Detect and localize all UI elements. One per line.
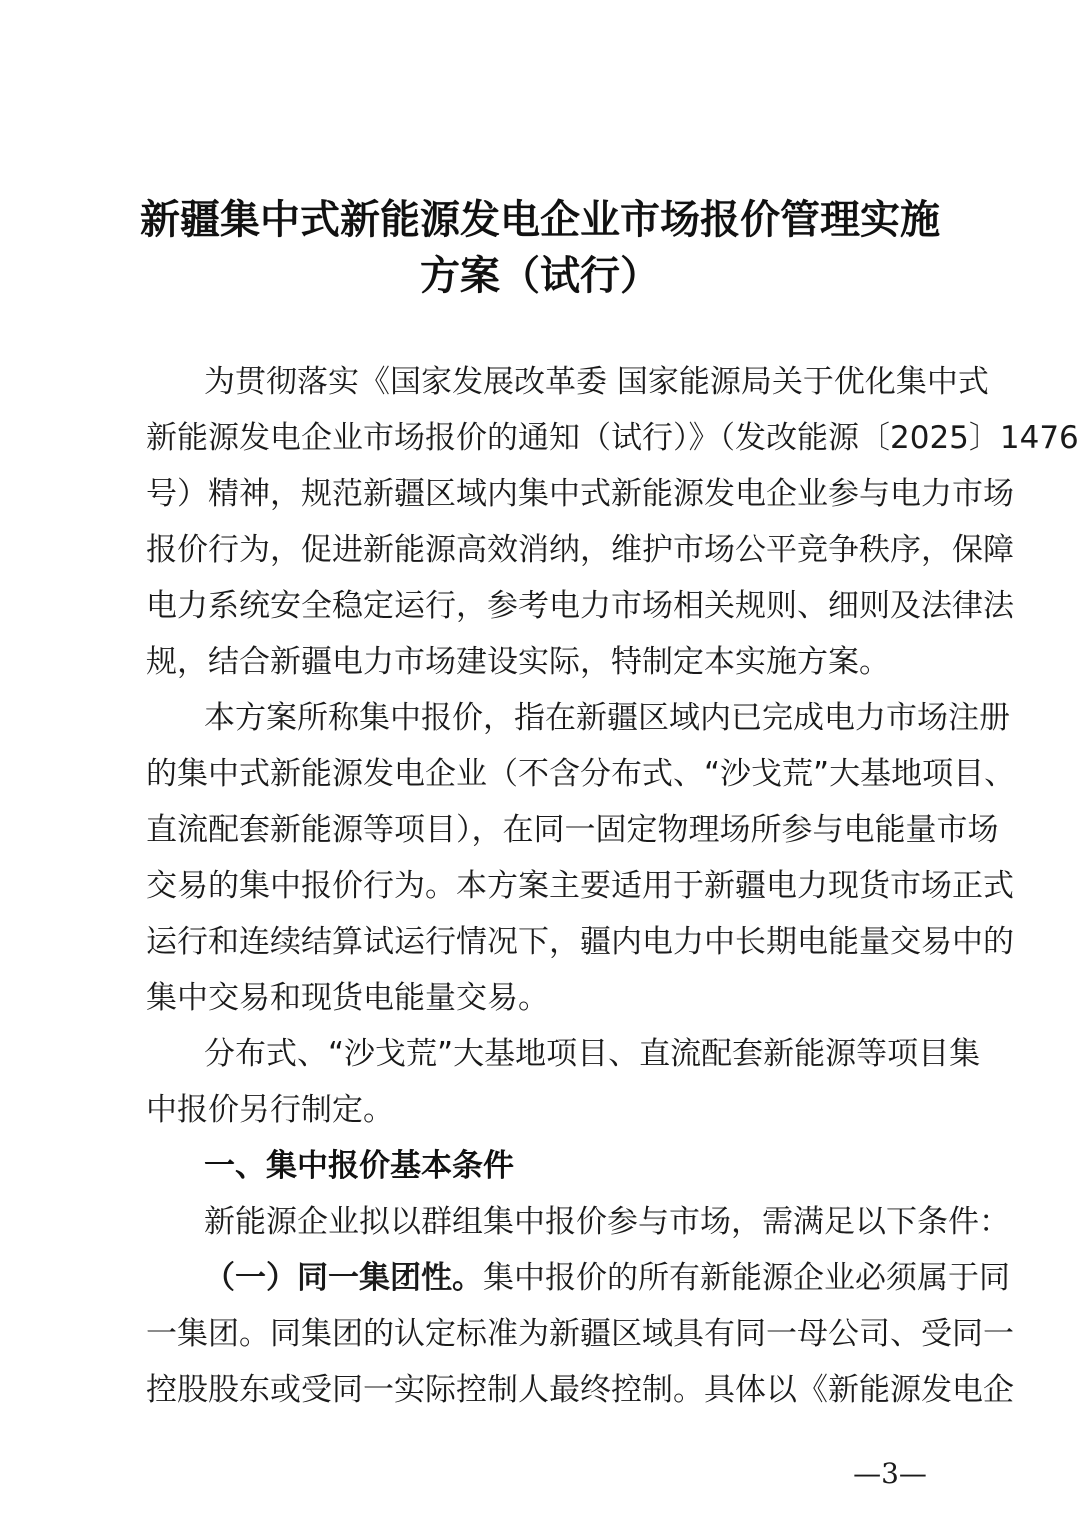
paragraph-3-line-2: 中报价另行制定。 (146, 1092, 394, 1128)
paragraph-5-line-2: 一集团。同集团的认定标准为新疆区域具有同一母公司、受同一 (146, 1316, 1014, 1352)
paragraph-5-line-1 (204, 1258, 1010, 1298)
paragraph-2-line-5: 运行和连续结算试运行情况下，疆内电力中长期电能量交易中的 (146, 924, 1014, 960)
paragraph-1-line-6: 规，结合新疆电力市场建设实际，特制定本实施方案。 (146, 644, 890, 680)
paragraph-2-line-1: 本方案所称集中报价，指在新疆区域内已完成电力市场注册 (204, 700, 1010, 736)
paragraph-5-line-1-rest: 集中报价的所有新能源企业必须属于同 (483, 1260, 1010, 1296)
paragraph-2-line-6: 集中交易和现货电能量交易。 (146, 980, 549, 1016)
paragraph-3-line-1: 分布式、“沙戈荒”大基地项目、直流配套新能源等项目集 (204, 1036, 981, 1072)
document-title-line-2: 方案（试行） (420, 252, 660, 299)
paragraph-5-lead: （一）同一集团性。 (204, 1260, 483, 1296)
paragraph-2-line-2: 的集中式新能源发电企业（不含分布式、“沙戈荒”大基地项目、 (146, 756, 1016, 792)
paragraph-2-line-4: 交易的集中报价行为。本方案主要适用于新疆电力现货市场正式 (146, 868, 1014, 904)
paragraph-1-line-4: 报价行为，促进新能源高效消纳，维护市场公平竞争秩序，保障 (146, 532, 1014, 568)
paragraph-1-line-2: 新能源发电企业市场报价的通知（试行）》（发改能源〔2025〕1476 (146, 420, 1079, 456)
page-number: —3— (853, 1457, 927, 1490)
paragraph-1-line-3: 号）精神，规范新疆区域内集中式新能源发电企业参与电力市场 (146, 476, 1014, 512)
document-title-line-1: 新疆集中式新能源发电企业市场报价管理实施 (140, 196, 940, 243)
paragraph-4-line-1: 新能源企业拟以群组集中报价参与市场，需满足以下条件： (204, 1204, 1010, 1240)
paragraph-5-line-3: 控股股东或受同一实际控制人最终控制。具体以《新能源发电企 (146, 1372, 1014, 1408)
section-1-heading: 一、集中报价基本条件 (204, 1148, 514, 1184)
paragraph-1-line-5: 电力系统安全稳定运行，参考电力市场相关规则、细则及法律法 (146, 588, 1014, 624)
paragraph-2-line-3: 直流配套新能源等项目），在同一固定物理场所参与电能量市场 (146, 812, 999, 848)
paragraph-1-line-1: 为贯彻落实《国家发展改革委 国家能源局关于优化集中式 (204, 364, 989, 400)
